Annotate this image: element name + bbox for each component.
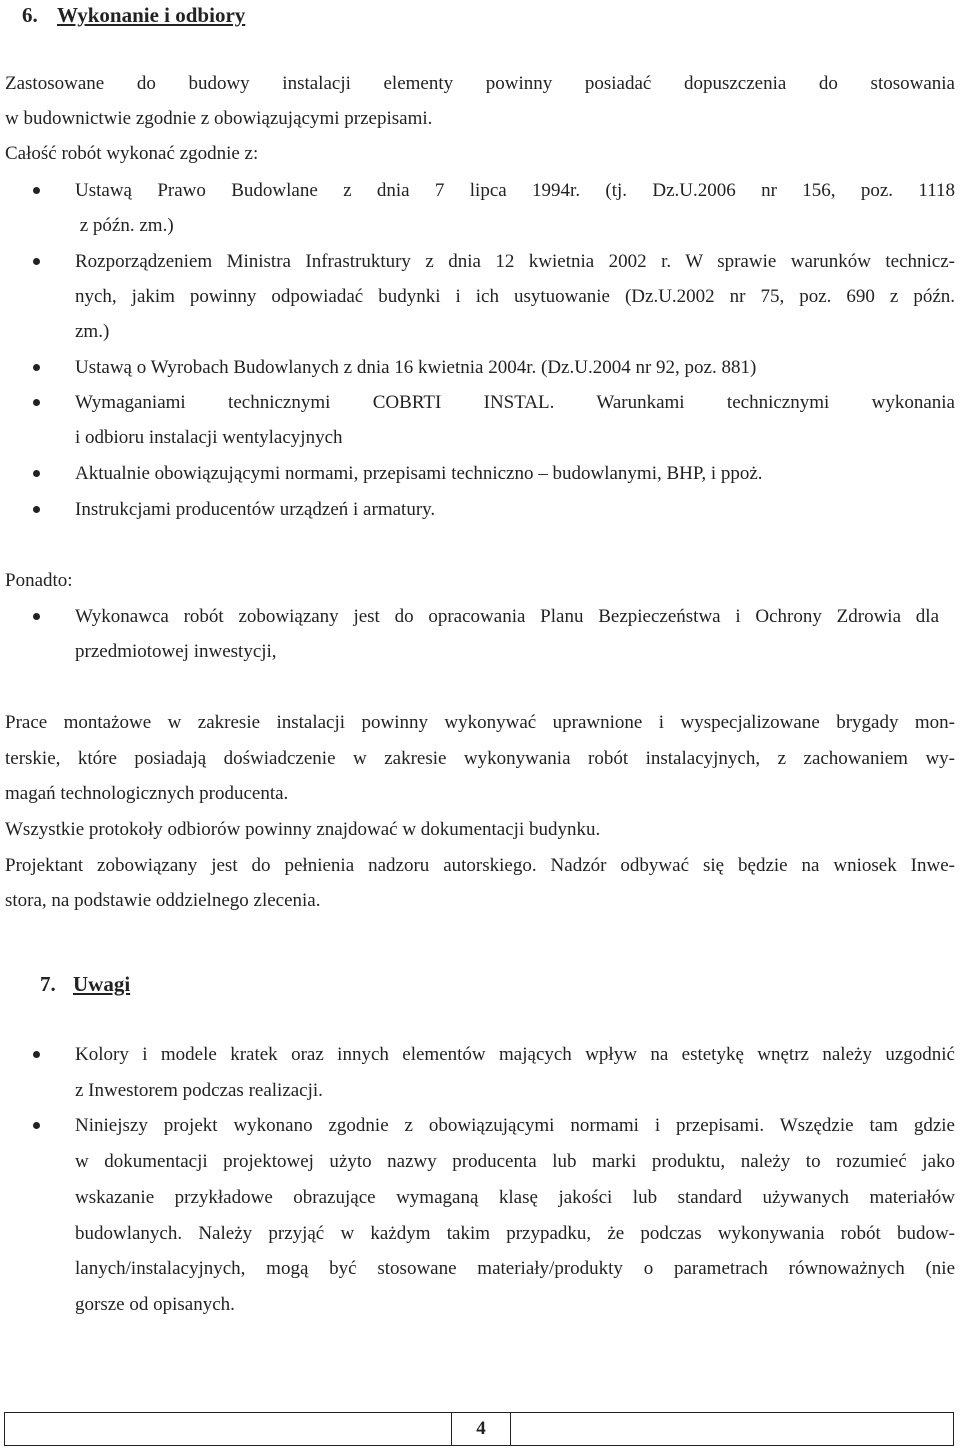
section-7-heading xyxy=(40,971,130,997)
list-item-3-line-1: Ustawą o Wyrobach Budowlanych z dnia 16 kwietnia 2004r. (Dz.U.2004 nr 92, poz. 881) xyxy=(75,357,757,378)
section-7-number: 7. xyxy=(40,972,56,996)
bullet-icon xyxy=(33,258,40,265)
uwagi-item-2-line-4: budowlanych. Należy przyjąć w każdym takim przypadku, że podczas wykonywania robót budow- xyxy=(75,1223,955,1244)
para-2: Wszystkie protokoły odbiorów powinny znajdować w dokumentacji budynku. xyxy=(5,819,601,840)
section-6-number: 6. xyxy=(22,3,38,27)
list-item-2-line-3: zm.) xyxy=(75,321,110,342)
uwagi-item-2-line-5: lanych/instalacyjnych, mogą być stosowane materiały/produkty o parametrach równoważnych (nie xyxy=(75,1258,955,1279)
bullet-icon xyxy=(33,506,40,513)
bullet-icon xyxy=(33,1051,40,1058)
intro-line-3: Całość robót wykonać zgodnie z: xyxy=(5,143,259,164)
uwagi-item-1-line-1: Kolory i modele kratek oraz innych elementów mających wpływ na estetykę wnętrz należy uzgodnić xyxy=(75,1044,955,1065)
section-7-title: Uwagi xyxy=(73,972,131,996)
section-6-title: Wykonanie i odbiory xyxy=(57,3,246,27)
list-item-2-line-2: nych, jakim powinny odpowiadać budynki i ich usytuowanie (Dz.U.2002 nr 75, poz. 690 z późn. xyxy=(75,286,955,307)
bullet-icon xyxy=(33,613,40,620)
list-item-6-line-1: Instrukcjami producentów urządzeń i armatury. xyxy=(75,499,436,520)
list-item-5-line-1: Aktualnie obowiązującymi normami, przepisami techniczno – budowlanymi, BHP, i ppoż. xyxy=(75,463,763,484)
intro-line-1: Zastosowane do budowy instalacji elementy powinny posiadać dopuszczenia do stosowania xyxy=(5,73,955,94)
para-1-line-2: terskie, które posiadają doświadczenie w zakresie wykonywania robót instalacyjnych, z zachowaniem wy- xyxy=(5,748,955,769)
ponadto-item-line-1: Wykonawca robót zobowiązany jest do opracowania Planu Bezpieczeństwa i Ochrony Zdrowia dla xyxy=(75,606,939,627)
para-1-line-3: magań technologicznych producenta. xyxy=(5,783,289,804)
uwagi-item-2-line-1: Niniejszy projekt wykonano zgodnie z obowiązującymi normami i przepisami. Wszędzie tam gdzie xyxy=(75,1115,955,1136)
ponadto-item-line-2: przedmiotowej inwestycji, xyxy=(75,641,277,662)
para-3-line-1: Projektant zobowiązany jest do pełnienia nadzoru autorskiego. Nadzór odbywać się będzie na wniosek Inwe- xyxy=(5,855,955,876)
uwagi-item-1-line-2: z Inwestorem podczas realizacji. xyxy=(75,1080,323,1101)
bullet-icon xyxy=(33,1122,40,1129)
uwagi-item-2-line-2: w dokumentacji projektowej użyto nazwy producenta lub marki produktu, należy to rozumieć jako xyxy=(75,1151,955,1172)
para-1-line-1: Prace montażowe w zakresie instalacji powinny wykonywać uprawnione i wyspecjalizowane brygady mon- xyxy=(5,712,955,733)
intro-line-2: w budownictwie zgodnie z obowiązującymi przepisami. xyxy=(5,108,433,129)
bullet-icon xyxy=(33,187,40,194)
section-6-heading xyxy=(22,2,245,28)
ponadto-label: Ponadto: xyxy=(5,570,73,591)
list-item-2-line-1: Rozporządzeniem Ministra Infrastruktury z dnia 12 kwietnia 2002 r. W sprawie warunków technicz- xyxy=(75,251,955,272)
uwagi-item-2-line-6: gorsze od opisanych. xyxy=(75,1294,235,1315)
bullet-icon xyxy=(33,470,40,477)
list-item-4-line-2: i odbioru instalacji wentylacyjnych xyxy=(75,427,343,448)
list-item-1-line-2: z późn. zm.) xyxy=(75,215,174,236)
bullet-icon xyxy=(33,364,40,371)
page-number: 4 xyxy=(451,1412,511,1446)
para-3-line-2: stora, na podstawie oddzielnego zlecenia. xyxy=(5,890,321,911)
bullet-icon xyxy=(33,399,40,406)
list-item-1-line-1: Ustawą Prawo Budowlane z dnia 7 lipca 1994r. (tj. Dz.U.2006 nr 156, poz. 1118 xyxy=(75,180,955,201)
list-item-4-line-1: Wymaganiami technicznymi COBRTI INSTAL. Warunkami technicznymi wykonania xyxy=(75,392,955,413)
uwagi-item-2-line-3: wskazanie przykładowe obrazujące wymaganą klasę jakości lub standard używanych materiałów xyxy=(75,1187,955,1208)
